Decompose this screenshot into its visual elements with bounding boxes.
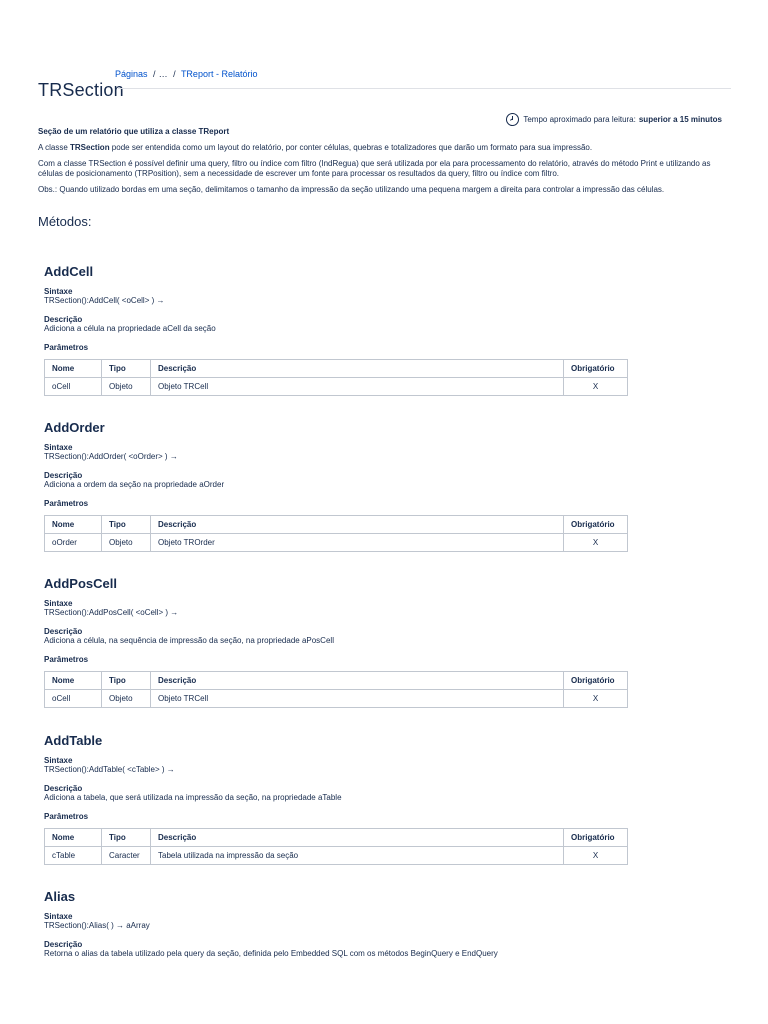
param-required: X — [564, 378, 628, 396]
table-header-row — [45, 516, 628, 534]
title-divider — [118, 88, 731, 89]
header-type: Tipo — [102, 829, 151, 847]
description-text: Retorna o alias da tabela utilizado pela query da seção, definida pelo Embedded SQL com os métodos BeginQuery e EndQuery — [44, 949, 498, 958]
description-text: Adiciona a célula, na sequência de impressão da seção, na propriedade aPosCell — [44, 636, 334, 645]
param-name: cTable — [45, 847, 102, 865]
method-title: AddPosCell — [44, 576, 117, 591]
param-type: Caracter — [102, 847, 151, 865]
table-header-row — [45, 672, 628, 690]
methods-heading: Métodos: — [38, 214, 92, 229]
parameters-label: Parâmetros — [44, 343, 89, 352]
description-label: Descrição — [44, 471, 83, 480]
syntax-text: TRSection():Alias( ) → aArray — [44, 921, 150, 930]
intro-paragraph — [38, 127, 722, 137]
header-required: Obrigatório — [564, 672, 628, 690]
reading-time-value: superior a 15 minutos — [638, 115, 722, 124]
syntax-text: TRSection():AddPosCell( <oCell> ) → — [44, 608, 179, 617]
param-description: Tabela utilizada na impressão da seção — [151, 847, 564, 865]
method-title: Alias — [44, 889, 76, 904]
intro-paragraph — [38, 143, 722, 153]
syntax-label: Sintaxe — [44, 287, 73, 296]
syntax-label: Sintaxe — [44, 599, 73, 608]
description-label: Descrição — [44, 784, 83, 793]
header-type: Tipo — [102, 360, 151, 378]
method-title: AddOrder — [44, 420, 105, 435]
table-header-row — [45, 829, 628, 847]
header-name: Nome — [45, 360, 102, 378]
method-title: AddTable — [44, 733, 103, 748]
header-name: Nome — [45, 672, 102, 690]
method-addorder — [44, 420, 628, 552]
description-label: Descrição — [44, 940, 83, 949]
syntax-text: TRSection():AddCell( <oCell> ) → — [44, 296, 165, 305]
intro-class-name: TReport — [198, 127, 230, 136]
method-addcell — [44, 264, 628, 396]
header-description: Descrição — [151, 672, 564, 690]
page-title: TRSection — [38, 80, 124, 100]
param-name: oCell — [45, 690, 102, 708]
parameters-table — [44, 671, 628, 708]
parameters-label: Parâmetros — [44, 812, 89, 821]
param-description: Objeto TRCell — [151, 378, 564, 396]
breadcrumb-treport-link[interactable]: TReport - Relatório — [180, 69, 258, 79]
table-row — [45, 534, 628, 552]
breadcrumb-ellipsis-link[interactable]: … — [158, 69, 168, 79]
param-description: Objeto TROrder — [151, 534, 564, 552]
syntax-label: Sintaxe — [44, 756, 73, 765]
table-row — [45, 690, 628, 708]
intro-section — [38, 127, 722, 201]
description-label: Descrição — [44, 627, 83, 636]
header-required: Obrigatório — [564, 360, 628, 378]
table-header-row — [45, 360, 628, 378]
header-name: Nome — [45, 829, 102, 847]
breadcrumb-separator: / — [173, 69, 176, 79]
header-description: Descrição — [151, 829, 564, 847]
reading-time — [506, 113, 722, 126]
method-alias — [44, 889, 628, 968]
param-type: Objeto — [102, 378, 151, 396]
param-name: oOrder — [45, 534, 102, 552]
description-label: Descrição — [44, 315, 83, 324]
intro-text: pode ser entendida como um layout do relatório, por conter células, quebras e totalizadores que darão um formato para sua impressão. — [109, 143, 593, 152]
intro-class-name: TRSection — [70, 143, 110, 152]
description-text: Adiciona a célula na propriedade aCell da seção — [44, 324, 216, 333]
header-type: Tipo — [102, 672, 151, 690]
table-row — [45, 378, 628, 396]
method-addposcell — [44, 576, 628, 708]
syntax-label: Sintaxe — [44, 912, 73, 921]
header-name: Nome — [45, 516, 102, 534]
header-description: Descrição — [151, 516, 564, 534]
description-text: Adiciona a ordem da seção na propriedade aOrder — [44, 480, 225, 489]
syntax-text: TRSection():AddOrder( <oOrder> ) → — [44, 452, 178, 461]
intro-lead-rest: de um relatório que utiliza a classe — [61, 127, 199, 136]
breadcrumb — [115, 69, 257, 79]
header-type: Tipo — [102, 516, 151, 534]
param-required: X — [564, 847, 628, 865]
parameters-table — [44, 515, 628, 552]
table-row — [45, 847, 628, 865]
description-text: Adiciona a tabela, que será utilizada na impressão da seção, na propriedade aTable — [44, 793, 342, 802]
intro-note: Obs.: Quando utilizado bordas em uma seção, delimitamos o tamanho da impressão da seção utilizando uma pequena margem a direita para controlar a impressão das células. — [38, 185, 665, 194]
reading-time-prefix: Tempo aproximado para leitura: — [523, 115, 636, 124]
header-required: Obrigatório — [564, 829, 628, 847]
header-required: Obrigatório — [564, 516, 628, 534]
param-required: X — [564, 534, 628, 552]
param-name: oCell — [45, 378, 102, 396]
clock-icon — [506, 113, 519, 126]
method-title: AddCell — [44, 264, 94, 279]
param-description: Objeto TRCell — [151, 690, 564, 708]
breadcrumb-pages-link[interactable]: Páginas — [115, 69, 148, 79]
syntax-label: Sintaxe — [44, 443, 73, 452]
parameters-label: Parâmetros — [44, 655, 89, 664]
param-type: Objeto — [102, 690, 151, 708]
syntax-text: TRSection():AddTable( <cTable> ) → — [44, 765, 175, 774]
intro-paragraph: Com a classe TRSection é possível definir uma query, filtro ou índice com filtro (IndRegua) que será utilizada por ela para processamento do relatório, através do método Print e utilizando as células de posicionamento (TRPosition), sem a necessidade de escrever um fonte para processar os resultados da query, filtro ou índice com filtro. — [38, 159, 711, 178]
intro-text: A classe — [38, 143, 71, 152]
param-required: X — [564, 690, 628, 708]
breadcrumb-separator: / — [153, 69, 156, 79]
header-description: Descrição — [151, 360, 564, 378]
parameters-table — [44, 359, 628, 396]
parameters-label: Parâmetros — [44, 499, 89, 508]
parameters-table — [44, 828, 628, 865]
intro-lead: Seção — [38, 127, 62, 136]
param-type: Objeto — [102, 534, 151, 552]
method-addtable — [44, 733, 628, 865]
